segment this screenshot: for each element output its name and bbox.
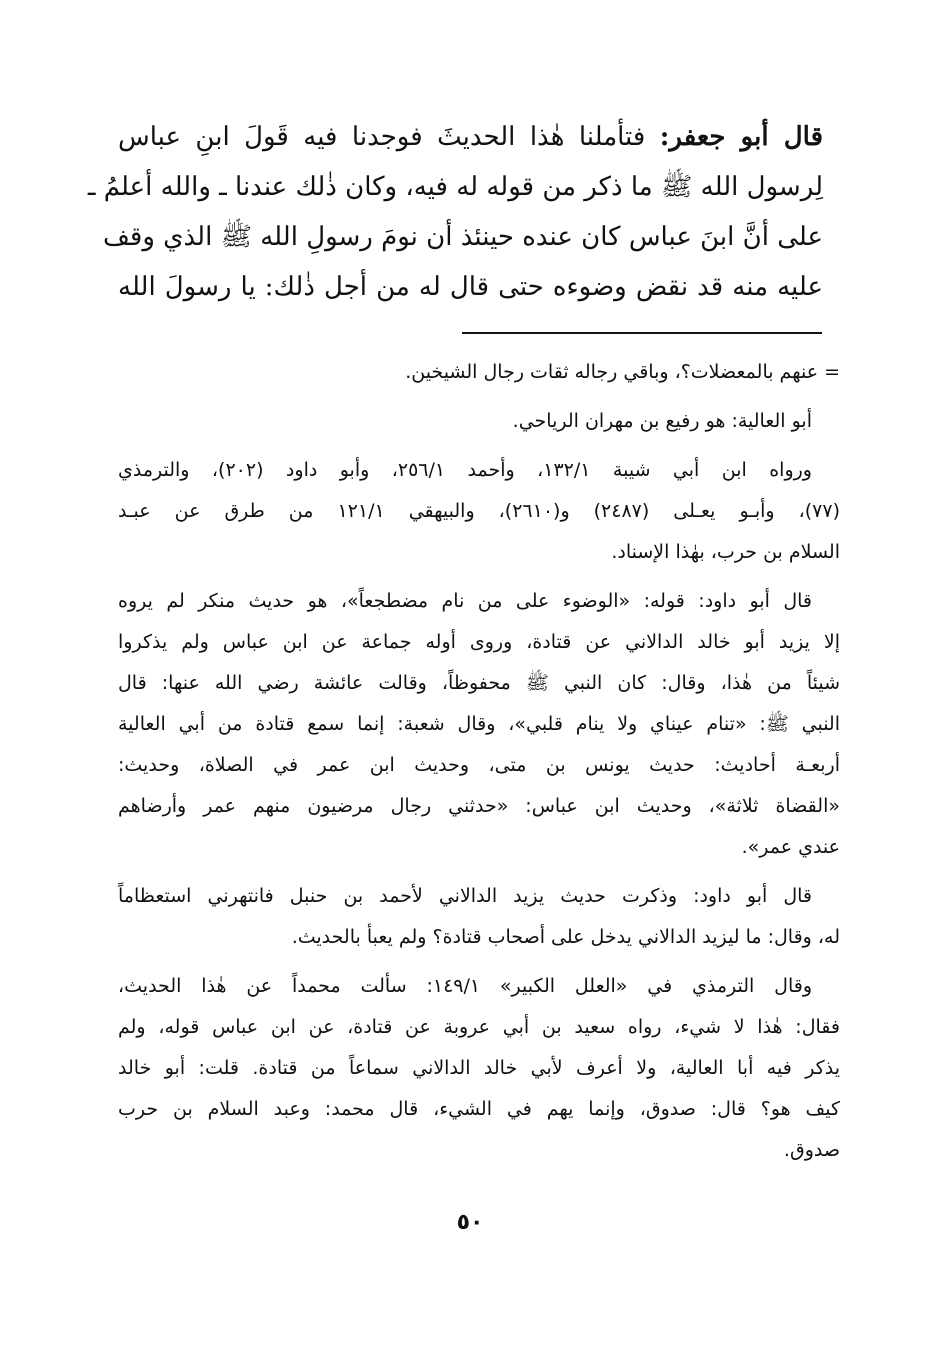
page-number: ٥٠	[456, 1210, 484, 1235]
footnote-line: أبو العالية: هو رفيع بن مهران الرياحي.	[512, 410, 812, 432]
footnote-line: يذكر فيه أبا العالية، ولا أعرف لأبي خالد الدالاني سماعاً من قتادة. قلت: أبو خالد	[118, 1057, 840, 1079]
footnote-line: شيئاً من هٰذا، وقال: كان النبي ﷺ محفوظاً، وقالت عائشة رضي الله عنها: قال	[118, 672, 840, 694]
footnote-paragraph-6	[118, 966, 840, 1171]
footnote-line: (٧٧)، وأبـو يعـلى (٢٤٨٧) و(٢٦١٠)، والبيهقي ١٢١/١ من طرق عن عبـد	[118, 500, 840, 522]
footnote-line: النبي ﷺ: «تنام عيناي ولا ينام قلبي»، وقال شعبة: إنما سمع قتادة من أبي العالية	[118, 713, 840, 735]
main-body-text	[87, 112, 824, 312]
footnote-line: عندي عمر».	[741, 836, 840, 858]
footnote-line: وقال الترمذي في «العلل الكبير» ١٤٩/١: سألت محمداً عن هٰذا الحديث،	[118, 975, 813, 997]
footnote-line: صدوق.	[783, 1139, 840, 1161]
footnote-line: إلا يزيد أبو خالد الدالاني عن قتادة، وروى أوله جماعة عن ابن عباس ولم يذكروا	[118, 631, 840, 653]
footnote-line: ورواه ابن أبي شيبة ١٣٢/١، وأحمد ٢٥٦/١، وأبو داود (٢٠٢)، والترمذي	[118, 459, 812, 481]
footnote-line: قال أبو داود: قوله: «الوضوء على من نام مضطجعاً»، هو حديث منكر لم يروه	[118, 590, 812, 612]
footnote-separator	[462, 332, 822, 334]
footnote-line: فقال: هٰذا لا شيء، رواه سعيد بن أبي عروبة عن قتادة، عن ابن عباس قوله، ولم	[118, 1016, 840, 1038]
main-line-2	[87, 162, 823, 212]
main-line-text: لِرسول الله ﷺ ما ذكر من قوله له فيه، وكان ذٰلك عندنا ـ والله أعلمُ ـ	[87, 172, 823, 202]
main-line-3	[103, 212, 823, 262]
footnote-paragraph-3	[118, 450, 840, 573]
footnote-paragraph-5	[118, 876, 840, 958]
main-line-1	[118, 112, 823, 162]
footnote-line: قال أبو داود: وذكرت حديث يزيد الدالاني لأحمد بن حنبل فانتهرني استعظاماً	[118, 885, 812, 907]
main-line-text: على أنَّ ابنَ عباس كان عنده حينئذ أن نومَ رسولِ الله ﷺ الذي وقف	[103, 222, 823, 252]
footnote-line: = عنهم بالمعضلات؟، وباقي رجاله ثقات رجال الشيخين.	[405, 361, 840, 383]
footnote-line: السلام بن حرب، بهٰذا الإسناد.	[611, 541, 840, 563]
footnote-paragraph-2	[118, 401, 840, 442]
main-line-text: عليه منه قد نقض وضوءه حتى قال له من أجل ذٰلك: يا رسولَ الله	[118, 272, 823, 302]
footnote-paragraph-1	[118, 352, 840, 393]
footnote-paragraph-4	[118, 581, 840, 868]
footnote-line: أربعـة أحاديث: حديث يونس بن متى، وحديث ابن عمر في الصلاة، وحديث:	[118, 754, 840, 776]
footnote-line: كيف هو؟ قال: صدوق، وإنما يهم في الشيء، قال محمد: وعبد السلام بن حرب	[118, 1098, 840, 1120]
main-line-lead: قال أبو جعفر:	[659, 122, 824, 152]
footnotes-section	[118, 352, 840, 1179]
main-line-text: فتأملنا هٰذا الحديثَ فوجدنا فيه قَولَ ابنِ عباس	[118, 122, 660, 152]
footnote-line: له، وقال: ما ليزيد الدالاني يدخل على أصحاب قتادة؟ ولم يعبأ بالحديث.	[291, 926, 840, 948]
footnote-line: «القضاة ثلاثة»، وحديث ابن عباس: «حدثني رجال مرضيون منهم عمر وأرضاهم	[118, 795, 840, 817]
main-line-4	[118, 262, 823, 312]
